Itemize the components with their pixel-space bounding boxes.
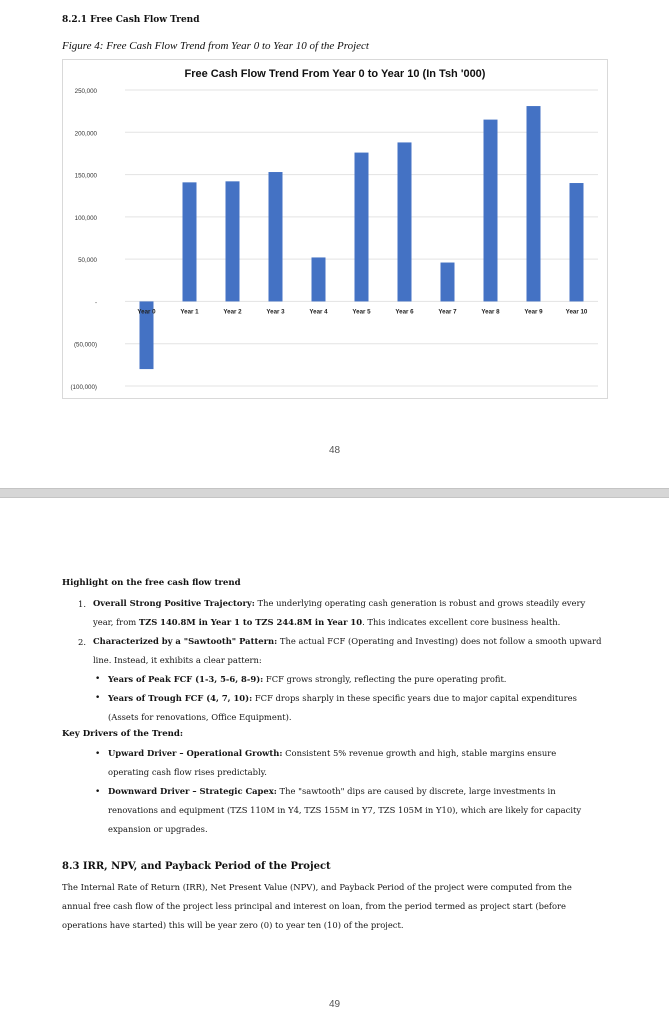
list-number-2: 2. [78,637,86,647]
list-number-1: 1. [78,599,86,609]
bar-year-1 [183,182,197,301]
item1-bold2: TZS 140.8M in Year 1 to TZS 244.8M in Year 10 [138,617,363,627]
section-heading-8-3: 8.3 IRR, NPV, and Payback Period of the Project [62,861,331,872]
bar-year-7 [441,263,455,302]
section-8-3-line-2: annual free cash flow of the project less principal and interest on loan, from the period termed as project start (before [62,901,567,911]
x-tick-label: Year 2 [223,308,242,316]
trough-bold: Years of Trough FCF (4, 7, 10): [108,693,253,703]
list-item-1 [93,594,609,632]
x-tick-label: Year 9 [524,308,543,316]
bullet-trough-fcf [108,689,609,727]
y-tick-label: 150,000 [74,172,97,180]
y-tick-label: 50,000 [78,257,97,265]
bullet-dot: • [95,674,101,684]
section-heading-8-2-1: 8.2.1 Free Cash Flow Trend [62,15,200,25]
bar-year-9 [527,106,541,301]
page-number-48: 48 [328,445,341,456]
y-tick-label: 200,000 [74,130,97,138]
bullet-dot: • [95,693,101,703]
item1-text2b: . This indicates excellent core business health. [362,617,561,627]
drivers-heading: Key Drivers of the Trend: [62,729,184,739]
item1-bold: Overall Strong Positive Trajectory: [93,598,255,608]
fcf-chart [62,59,608,399]
fcf-chart-svg [63,60,609,400]
bar-year-5 [355,153,369,302]
chart-title: Free Cash Flow Trend From Year 0 to Year 10 (In Tsh '000) [184,68,486,80]
bullet-upward-driver [108,744,609,782]
bar-year-3 [269,172,283,301]
x-tick-label: Year 8 [481,308,500,316]
y-tick-label: 100,000 [74,214,97,222]
bullet-dot: • [95,787,101,797]
figure-caption: Figure 4: Free Cash Flow Trend from Year 0 to Year 10 of the Project [62,40,369,52]
bar-year-10 [570,183,584,301]
y-tick-label: (50,000) [73,341,97,349]
item2-bold: Characterized by a "Sawtooth" Pattern: [93,636,278,646]
item1-text2a: year, from [93,617,139,627]
item1-text1: The underlying operating cash generation is robust and grows steadily every [254,598,586,608]
section-8-3-paragraph [62,878,610,935]
upward-text2: operating cash flow rises predictably. [108,767,267,777]
x-tick-label: Year 0 [137,308,156,316]
bar-year-8 [484,120,498,302]
page-gap [0,488,669,498]
x-tick-label: Year 4 [309,308,328,316]
item2-text2: line. Instead, it exhibits a clear pattern: [93,655,262,665]
bullet-dot: • [95,749,101,759]
downward-text2: renovations and equipment (TZS 110M in Y4, TZS 155M in Y7, TZS 105M in Y10), which are likely for capacity [108,805,582,815]
trough-text2: (Assets for renovations, Office Equipment). [108,712,292,722]
bar-year-6 [398,142,412,301]
item2-text1: The actual FCF (Operating and Investing) does not follow a smooth upward [277,636,602,646]
upward-text1: Consistent 5% revenue growth and high, stable margins ensure [282,748,557,758]
bar-year-4 [312,257,326,301]
y-tick-label: 250,000 [74,88,97,95]
bar-year-2 [226,181,240,301]
downward-text1: The "sawtooth" dips are caused by discrete, large investments in [276,786,556,796]
section-8-3-line-1: The Internal Rate of Return (IRR), Net Present Value (NPV), and Payback Period of the project were computed from the [62,882,572,892]
peak-bold: Years of Peak FCF (1-3, 5-6, 8-9): [108,674,264,684]
x-tick-label: Year 6 [395,308,414,316]
x-tick-label: Year 5 [352,308,371,316]
page-number-49: 49 [328,999,341,1010]
downward-bold: Downward Driver – Strategic Capex: [108,786,277,796]
document-page-49 [0,498,669,1024]
peak-text: FCF grows strongly, reflecting the pure operating profit. [263,674,507,684]
downward-text3: expansion or upgrades. [108,824,208,834]
trough-text1: FCF drops sharply in these specific years due to major capital expenditures [252,693,577,703]
x-tick-label: Year 1 [180,308,199,316]
x-tick-label: Year 3 [266,308,285,316]
y-tick-label: (100,000) [70,384,97,391]
list-item-2 [93,632,609,670]
upward-bold: Upward Driver – Operational Growth: [108,748,283,758]
section-8-3-line-3: operations have started) this will be year zero (0) to year ten (10) of the project. [62,920,404,930]
bullet-downward-driver [108,782,609,839]
y-tick-label: - [94,299,97,307]
bullet-peak-fcf [108,670,609,689]
x-tick-label: Year 10 [565,308,588,316]
highlight-heading: Highlight on the free cash flow trend [62,578,241,588]
x-tick-label: Year 7 [438,308,457,316]
document-page-48 [0,0,669,488]
